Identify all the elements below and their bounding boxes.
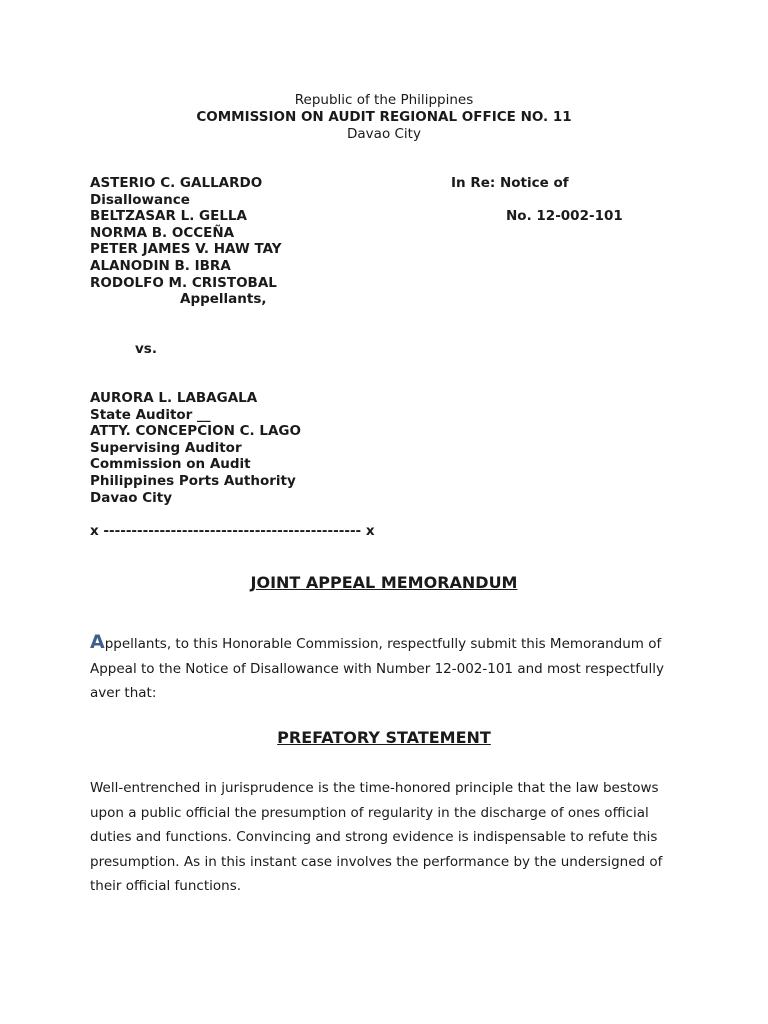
prefatory-line: upon a public official the presumption of regularity in the discharge of ones official xyxy=(90,804,649,821)
appellants-label: Appellants, xyxy=(180,291,267,308)
caption-separator: x ---------------------------------------------- x xyxy=(90,523,375,539)
appellant-name: PETER JAMES V. HAW TAY xyxy=(90,241,282,258)
respondent-line: ATTY. CONCEPCION C. LAGO xyxy=(90,423,301,440)
intro-line: ppellants, to this Honorable Commission, respectfully submit this Memorandum of xyxy=(104,636,662,652)
respondents-list xyxy=(90,390,301,506)
header-agency: COMMISSION ON AUDIT REGIONAL OFFICE NO. 11 xyxy=(196,109,572,125)
prefatory-line: their official functions. xyxy=(90,878,242,894)
case-number: No. 12-002-101 xyxy=(506,208,623,224)
section-title: PREFATORY STATEMENT xyxy=(277,728,491,747)
respondent-line: Davao City xyxy=(90,489,172,506)
respondent-line: AURORA L. LABAGALA xyxy=(90,390,258,406)
appellant-name: Disallowance xyxy=(90,191,190,208)
versus-label: vs. xyxy=(135,341,157,357)
respondent-line: State Auditor __ xyxy=(90,406,211,423)
intro-dropcap: A xyxy=(90,631,105,653)
appellant-name: BELTZASAR L. GELLA xyxy=(90,208,247,225)
appellant-name: NORMA B. OCCEÑA xyxy=(90,224,235,241)
intro-line: Appeal to the Notice of Disallowance with Number 12-002-101 and most respectfully xyxy=(90,660,665,677)
respondent-line: Supervising Auditor xyxy=(90,439,242,456)
header-city: Davao City xyxy=(347,126,421,142)
respondent-line: Commission on Audit xyxy=(90,456,251,473)
appellant-name: ASTERIO C. GALLARDO xyxy=(90,175,263,191)
memorandum-title: JOINT APPEAL MEMORANDUM xyxy=(250,573,518,592)
prefatory-line: Well-entrenched in jurisprudence is the time-honored principle that the law bestows xyxy=(90,780,659,796)
in-re-label: In Re: Notice of xyxy=(451,175,569,191)
intro-paragraph xyxy=(90,630,680,706)
appellant-name: RODOLFO M. CRISTOBAL xyxy=(90,274,277,291)
appellant-name: ALANODIN B. IBRA xyxy=(90,257,231,274)
prefatory-line: presumption. As in this instant case involves the performance by the undersigned of xyxy=(90,853,663,870)
header-country: Republic of the Philippines xyxy=(294,92,474,108)
prefatory-line: duties and functions. Convincing and strong evidence is indispensable to refute this xyxy=(90,829,658,845)
prefatory-paragraph xyxy=(90,776,680,899)
appellants-list xyxy=(90,175,282,308)
intro-line: aver that: xyxy=(90,685,157,701)
respondent-line: Philippines Ports Authority xyxy=(90,472,296,489)
